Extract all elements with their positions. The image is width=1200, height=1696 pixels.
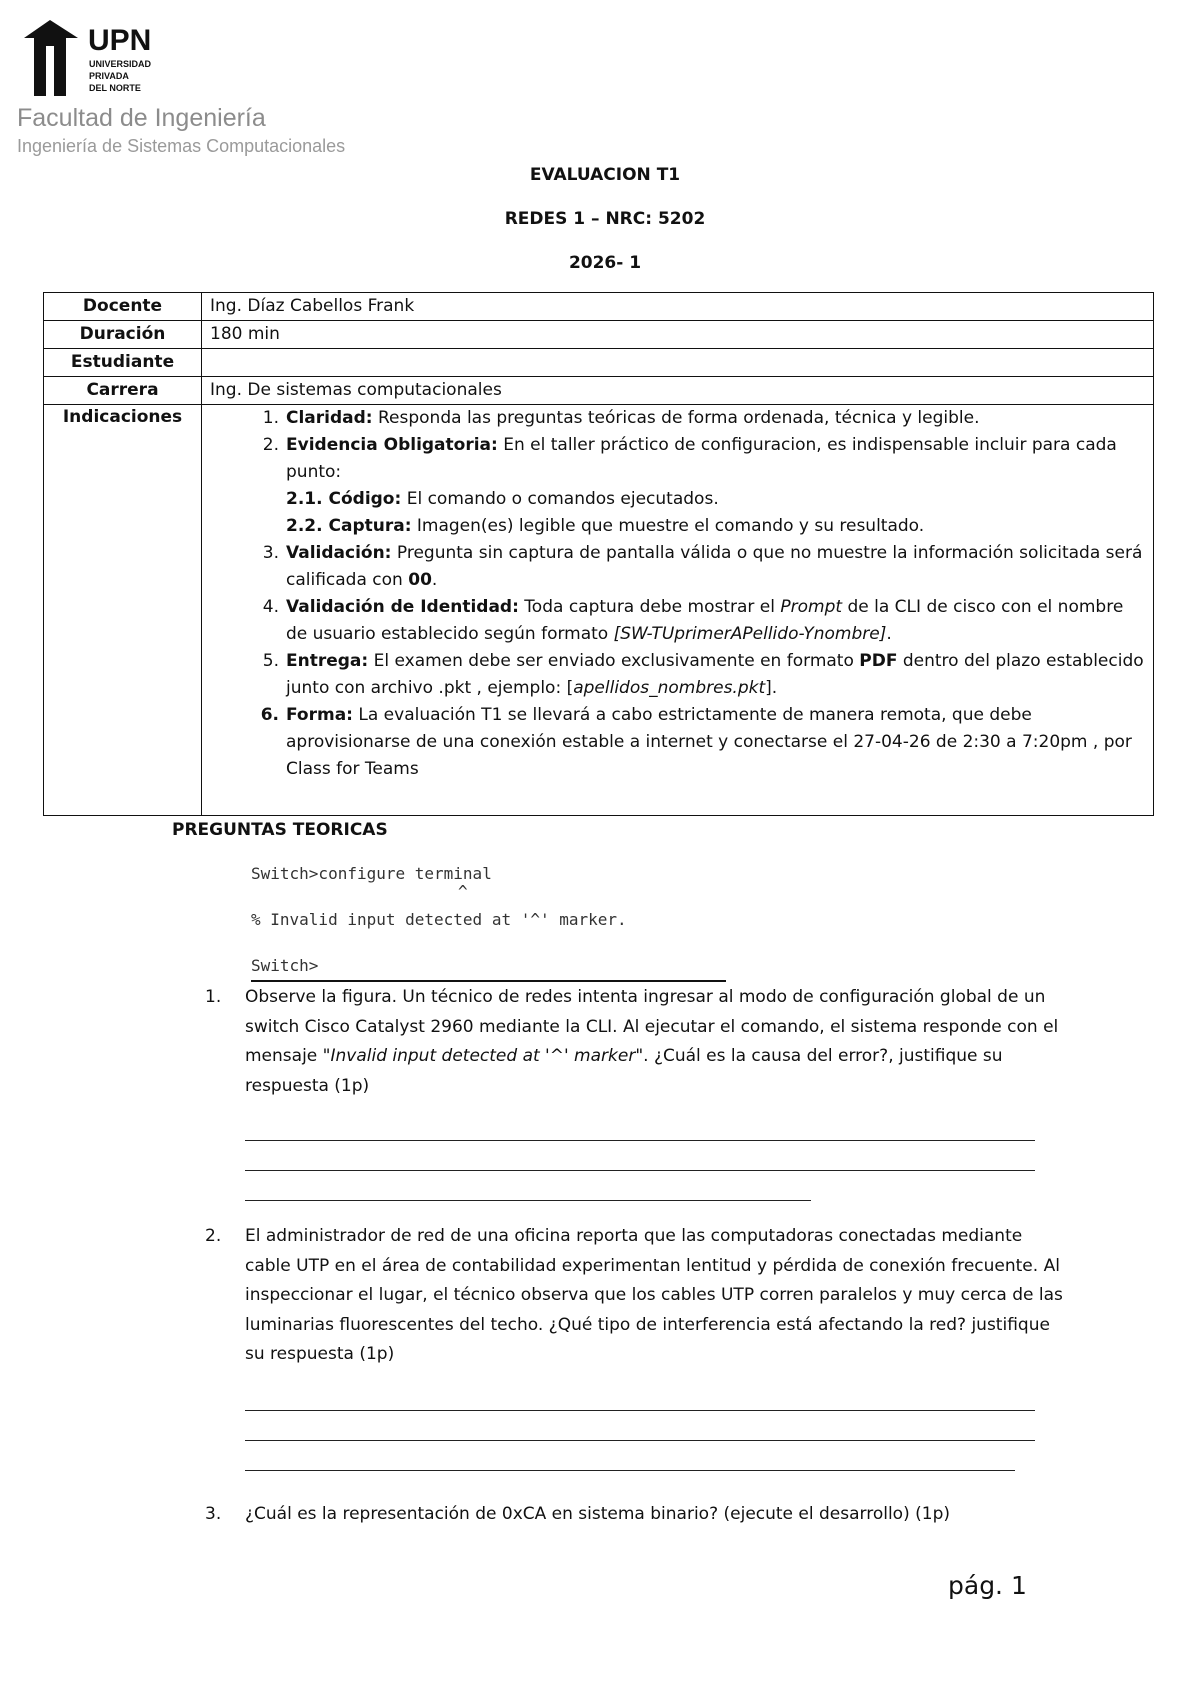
indicacion-text: Toda captura debe mostrar el: [518, 597, 781, 617]
question-3: [205, 1500, 1065, 1530]
term-title: 2026- 1: [568, 253, 642, 273]
logo-wordmark: UPN: [88, 24, 152, 57]
cli-prompt-line: Switch>: [251, 956, 319, 975]
indicacion-number: 5.: [262, 651, 279, 671]
indicacion-text: En el taller práctico de configuracion, es indispensable incluir para cada punto:: [286, 435, 1117, 482]
question-text: El administrador de red de una oficina reporta que las computadoras conectadas mediante cable UTP en el área de contabilidad experimentan lentitud y pérdida de conexión frecuente. Al inspeccionar el lugar, el técnico observa que los cables UTP corren paralelos y muy cerca de las luminarias fluorescentes del techo. ¿Qué tipo de interferencia está afectando la red? justifique su respuesta (1p): [245, 1226, 1063, 1364]
indicacion-end: ].: [765, 678, 778, 698]
answer-line-q2-1[interactable]: [245, 1410, 1035, 1411]
file-example: apellidos_nombres.pkt: [573, 678, 766, 698]
cli-underline: [251, 980, 726, 982]
indicacion-title: Validación de Identidad:: [286, 597, 519, 617]
question-number: 3.: [205, 1504, 222, 1524]
cli-error-line: % Invalid input detected at '^' marker.: [251, 910, 627, 929]
indicacion-6: [210, 702, 1145, 783]
indicacion-4: [210, 594, 1145, 648]
logo-sub-3: DEL NORTE: [89, 83, 141, 93]
indicacion-text: Pregunta sin captura de pantalla válida o que no muestre la información solicitada será calificada con: [286, 543, 1143, 590]
indicacion-3: [210, 540, 1145, 594]
exam-info-table: [43, 292, 1154, 816]
indicacion-end: .: [886, 624, 892, 644]
row-docente: [44, 293, 1154, 321]
answer-line-q1-1[interactable]: [245, 1140, 1035, 1141]
logo-sub-1: UNIVERSIDAD: [89, 59, 152, 69]
prompt-term: Prompt: [780, 597, 843, 617]
career-name: Ingeniería de Sistemas Computacionales: [17, 136, 346, 156]
indicacion-title: Claridad:: [286, 408, 373, 428]
indicacion-title: Evidencia Obligatoria:: [286, 435, 498, 455]
indicacion-2: [210, 432, 1145, 540]
estudiante-value[interactable]: [202, 349, 1154, 377]
pdf-format: PDF: [859, 651, 898, 671]
cli-error-caret: ^: [458, 882, 468, 901]
faculty-name: Facultad de Ingeniería: [17, 104, 266, 132]
duracion-value: 180 min: [202, 321, 1154, 349]
indicacion-number: 2.: [262, 435, 279, 455]
indicacion-title: Forma:: [286, 705, 353, 725]
docente-label: Docente: [44, 293, 202, 321]
carrera-value: Ing. De sistemas computacionales: [202, 377, 1154, 405]
indicacion-text: dentro del plazo establecido junto con archivo .pkt , ejemplo: [: [286, 651, 1144, 698]
indicacion-number: 6.: [260, 705, 279, 725]
row-carrera: [44, 377, 1154, 405]
indicacion-2-1: [286, 486, 1145, 513]
section-title: PREGUNTAS TEORICAS: [172, 820, 388, 840]
answer-line-q2-3[interactable]: [245, 1470, 1015, 1471]
row-duracion: [44, 321, 1154, 349]
grade-zero: 00: [408, 570, 432, 590]
indicaciones-value: [202, 405, 1154, 816]
page-number: pág. 1: [948, 1571, 1027, 1600]
sub-title: 2.2. Captura:: [286, 516, 412, 536]
indicacion-number: 3.: [262, 543, 279, 563]
estudiante-label: Estudiante: [44, 349, 202, 377]
question-number: 2.: [205, 1226, 222, 1246]
exam-title: EVALUACION T1: [529, 165, 681, 185]
indicacion-number: 1.: [262, 408, 279, 428]
duracion-label: Duración: [44, 321, 202, 349]
question-2: [205, 1222, 1065, 1370]
answer-line-q1-2[interactable]: [245, 1170, 1035, 1171]
indicaciones-label: Indicaciones: [44, 405, 202, 816]
indicacion-title: Validación:: [286, 543, 392, 563]
indicacion-text: La evaluación T1 se llevará a cabo estrictamente de manera remota, que debe aprovisionarse de una conexión estable a internet y conectarse el 27-04-26 de 2:30 a 7:20pm , por Class for Teams: [286, 705, 1132, 779]
indicacion-title: Entrega:: [286, 651, 369, 671]
row-indicaciones: [44, 405, 1154, 816]
question-text-part: Observe la figura. Un técnico de redes intenta ingresar al modo de configuración global de un switch Cisco Catalyst 2960 mediante la CLI. Al ejecutar el comando, el sistema responde con el mensaje ": [245, 987, 1059, 1066]
question-text: ¿Cuál es la representación de 0xCA en sistema binario? (ejecute el desarrollo) (1p): [245, 1504, 950, 1524]
question-text: [245, 983, 1065, 1101]
indicacion-text: El examen debe ser enviado exclusivamente en formato: [368, 651, 860, 671]
indicacion-end: .: [431, 570, 438, 590]
question-1: [205, 983, 1065, 1101]
question-text-part: ". ¿Cuál es la causa del error?, justifique su respuesta (1p): [245, 1046, 1003, 1096]
row-estudiante: [44, 349, 1154, 377]
carrera-label: Carrera: [44, 377, 202, 405]
cli-command-line: Switch>configure terminal: [251, 864, 492, 883]
answer-line-q1-3[interactable]: [245, 1200, 811, 1201]
indicacion-5: [210, 648, 1145, 702]
course-title: REDES 1 – NRC: 5202: [504, 209, 706, 229]
indicacion-text: de la CLI de cisco con el nombre de usuario establecido según formato: [286, 597, 1124, 644]
answer-line-q2-2[interactable]: [245, 1440, 1035, 1441]
indicaciones-list: [210, 405, 1145, 783]
sub-text: Imagen(es) legible que muestre el comando y su resultado.: [411, 516, 925, 536]
logo-arrow-mark: [24, 20, 78, 96]
docente-value: Ing. Díaz Cabellos Frank: [202, 293, 1154, 321]
indicacion-number: 4.: [262, 597, 279, 617]
logo-sub-2: PRIVADA: [89, 71, 129, 81]
question-number: 1.: [205, 987, 222, 1007]
username-format: [SW-TUprimerAPellido-Ynombre]: [613, 624, 887, 644]
indicacion-text: Responda las preguntas teóricas de forma ordenada, técnica y legible.: [372, 408, 980, 428]
error-message: Invalid input detected at '^' marker: [330, 1046, 636, 1066]
upn-logo: [20, 20, 180, 100]
indicacion-1: [210, 405, 1145, 432]
indicacion-2-2: [286, 513, 1145, 540]
sub-title: 2.1. Código:: [286, 489, 402, 509]
sub-text: El comando o comandos ejecutados.: [401, 489, 719, 509]
